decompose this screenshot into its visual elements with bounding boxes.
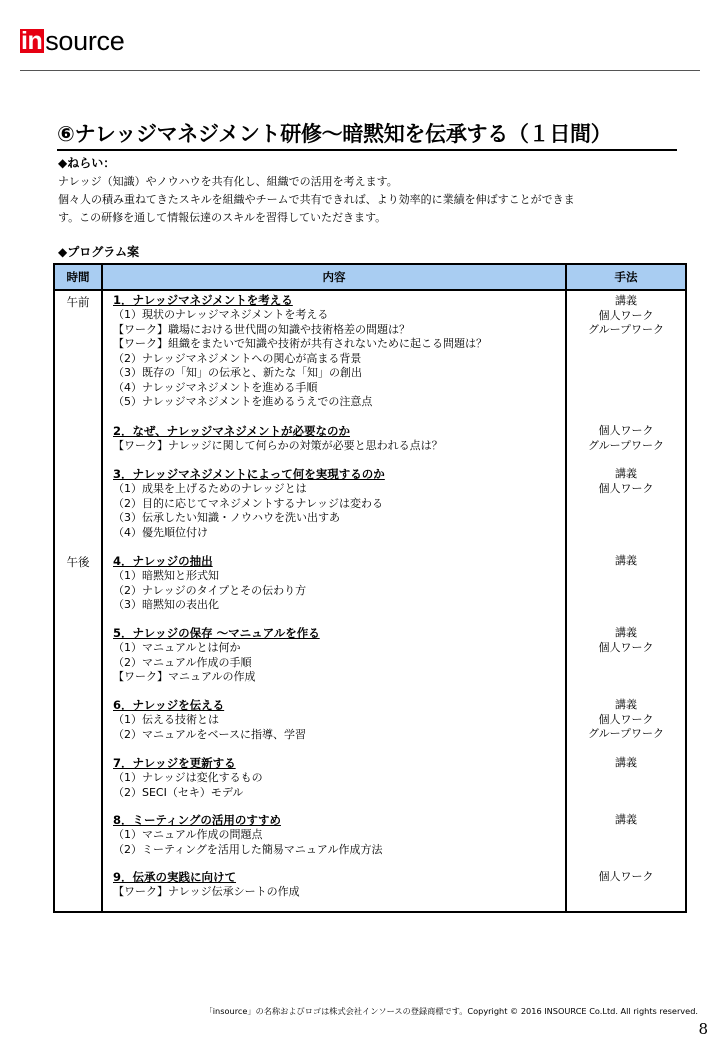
header-divider bbox=[20, 70, 700, 71]
method-item: 講義 bbox=[615, 813, 637, 826]
method-item: 講義 bbox=[615, 698, 637, 711]
program-heading: ◆プログラム案 bbox=[58, 245, 140, 259]
method-item: 個人ワーク bbox=[598, 481, 654, 495]
section-item: （3）暗黙知の表出化 bbox=[113, 598, 219, 611]
logo-accent: in bbox=[21, 27, 43, 55]
method-7 bbox=[568, 756, 684, 771]
header-time: 時間 bbox=[54, 264, 102, 290]
method-5 bbox=[568, 626, 684, 655]
time-column bbox=[54, 290, 102, 912]
method-item: 講義 bbox=[615, 626, 637, 639]
section-title: 7．ナレッジを更新する bbox=[113, 756, 236, 770]
section-7 bbox=[113, 756, 553, 800]
section-item: （5）ナレッジマネジメントを進めるうえでの注意点 bbox=[113, 395, 373, 408]
section-3 bbox=[113, 467, 553, 540]
method-item: 講義 bbox=[615, 554, 637, 567]
section-title: 8．ミーティングの活用のすすめ bbox=[113, 813, 281, 827]
page-title: ⑥ナレッジマネジメント研修～暗黙知を伝承する（１日間） bbox=[57, 120, 677, 151]
section-4 bbox=[113, 554, 553, 613]
section-item: （2）マニュアル作成の手順 bbox=[113, 655, 252, 669]
section-item: （1）マニュアルとは何か bbox=[113, 641, 241, 654]
time-pm: 午後 bbox=[66, 555, 90, 569]
method-9 bbox=[568, 870, 684, 885]
method-3 bbox=[568, 467, 684, 496]
section-item: （1）ナレッジは変化するもの bbox=[113, 771, 263, 784]
section-title: 5．ナレッジの保存 ～マニュアルを作る bbox=[113, 626, 320, 640]
section-item: 【ワーク】ナレッジ伝承シートの作成 bbox=[113, 885, 300, 898]
insource-logo bbox=[20, 26, 125, 56]
section-5 bbox=[113, 626, 553, 685]
method-item: 個人ワーク bbox=[598, 424, 654, 437]
section-title: 3．ナレッジマネジメントによって何を実現するのか bbox=[113, 467, 385, 481]
section-title: 1．ナレッジマネジメントを考える bbox=[113, 293, 293, 307]
section-item: （2）ミーティングを活用した簡易マニュアル作成方法 bbox=[113, 842, 383, 856]
section-item: （1）現状のナレッジマネジメントを考える bbox=[113, 308, 329, 321]
method-2 bbox=[568, 424, 684, 453]
table-header-row bbox=[54, 264, 686, 290]
method-item: 講義 bbox=[615, 467, 637, 480]
section-item: （1）伝える技術とは bbox=[113, 713, 219, 726]
section-item: （2）SECI（セキ）モデル bbox=[113, 785, 244, 799]
method-1 bbox=[568, 294, 684, 338]
method-item: 講義 bbox=[615, 756, 637, 769]
section-item: （2）ナレッジのタイプとその伝わり方 bbox=[113, 583, 307, 597]
logo-text: source bbox=[45, 26, 125, 56]
section-1 bbox=[113, 293, 553, 410]
purpose-line: ナレッジ（知識）やノウハウを共有化し、組織での活用を考えます。 bbox=[58, 175, 398, 188]
section-item: （4）優先順位付け bbox=[113, 525, 208, 539]
method-item: グループワーク bbox=[587, 727, 665, 740]
method-item: 個人ワーク bbox=[598, 308, 654, 322]
section-item: （2）ナレッジマネジメントへの関心が高まる背景 bbox=[113, 351, 362, 365]
section-item: 【ワーク】組織をまたいで知識や技術が共有されないために起こる問題は？ bbox=[113, 337, 487, 350]
section-item: 【ワーク】ナレッジに関して何らかの対策が必要と思われる点は？ bbox=[113, 439, 443, 452]
time-am: 午前 bbox=[66, 295, 90, 309]
section-title: 9．伝承の実践に向けて bbox=[113, 870, 237, 884]
section-item: （3）既存の「知」の伝承と、新たな「知」の創出 bbox=[113, 366, 362, 379]
purpose-line: 個々人の積み重ねてきたスキルを組織やチームで共有できれば、より効率的に業績を伸ばすことができま bbox=[58, 193, 575, 206]
section-item: （2）目的に応じてマネジメントするナレッジは変わる bbox=[113, 496, 384, 510]
page-number: 8 bbox=[698, 1020, 708, 1038]
header-content: 内容 bbox=[102, 264, 566, 290]
method-4 bbox=[568, 554, 684, 569]
section-item: 【ワーク】職場における世代間の知識や技術格差の問題は？ bbox=[113, 322, 410, 336]
method-item: 個人ワーク bbox=[598, 640, 654, 654]
section-item: （1）マニュアル作成の問題点 bbox=[113, 828, 263, 841]
copyright-footer: 「insource」の名称およびロゴは株式会社インソースの登録商標です。Copyright © 2016 INSOURCE Co.Ltd. All rights reserved. bbox=[204, 1006, 698, 1016]
section-item: （3）伝承したい知識・ノウハウを洗い出すあ bbox=[113, 511, 340, 524]
section-item: （1）成果を上げるためのナレッジとは bbox=[113, 482, 307, 495]
section-title: 2．なぜ、ナレッジマネジメントが必要なのか bbox=[113, 424, 350, 438]
section-item: （4）ナレッジマネジメントを進める手順 bbox=[113, 380, 318, 394]
section-item: （2）マニュアルをベースに指導、学習 bbox=[113, 727, 307, 741]
method-item: 個人ワーク bbox=[598, 712, 654, 726]
header-method: 手法 bbox=[566, 264, 686, 290]
section-9 bbox=[113, 870, 553, 900]
method-item: 個人ワーク bbox=[598, 870, 654, 883]
section-8 bbox=[113, 813, 553, 857]
method-item: グループワーク bbox=[587, 323, 665, 336]
section-6 bbox=[113, 698, 553, 742]
purpose-text bbox=[58, 173, 658, 227]
section-2 bbox=[113, 424, 553, 454]
section-item: 【ワーク】マニュアルの作成 bbox=[113, 670, 256, 683]
method-6 bbox=[568, 698, 684, 742]
method-item: 講義 bbox=[615, 294, 637, 307]
purpose-line: す。この研修を通して情報伝達のスキルを習得していただきます。 bbox=[58, 211, 387, 224]
section-item: （1）暗黙知と形式知 bbox=[113, 569, 219, 582]
section-title: 6．ナレッジを伝える bbox=[113, 698, 225, 712]
method-8 bbox=[568, 813, 684, 828]
method-item: グループワーク bbox=[587, 438, 665, 452]
section-title: 4．ナレッジの抽出 bbox=[113, 554, 213, 568]
purpose-heading: ◆ねらい： bbox=[58, 156, 116, 170]
